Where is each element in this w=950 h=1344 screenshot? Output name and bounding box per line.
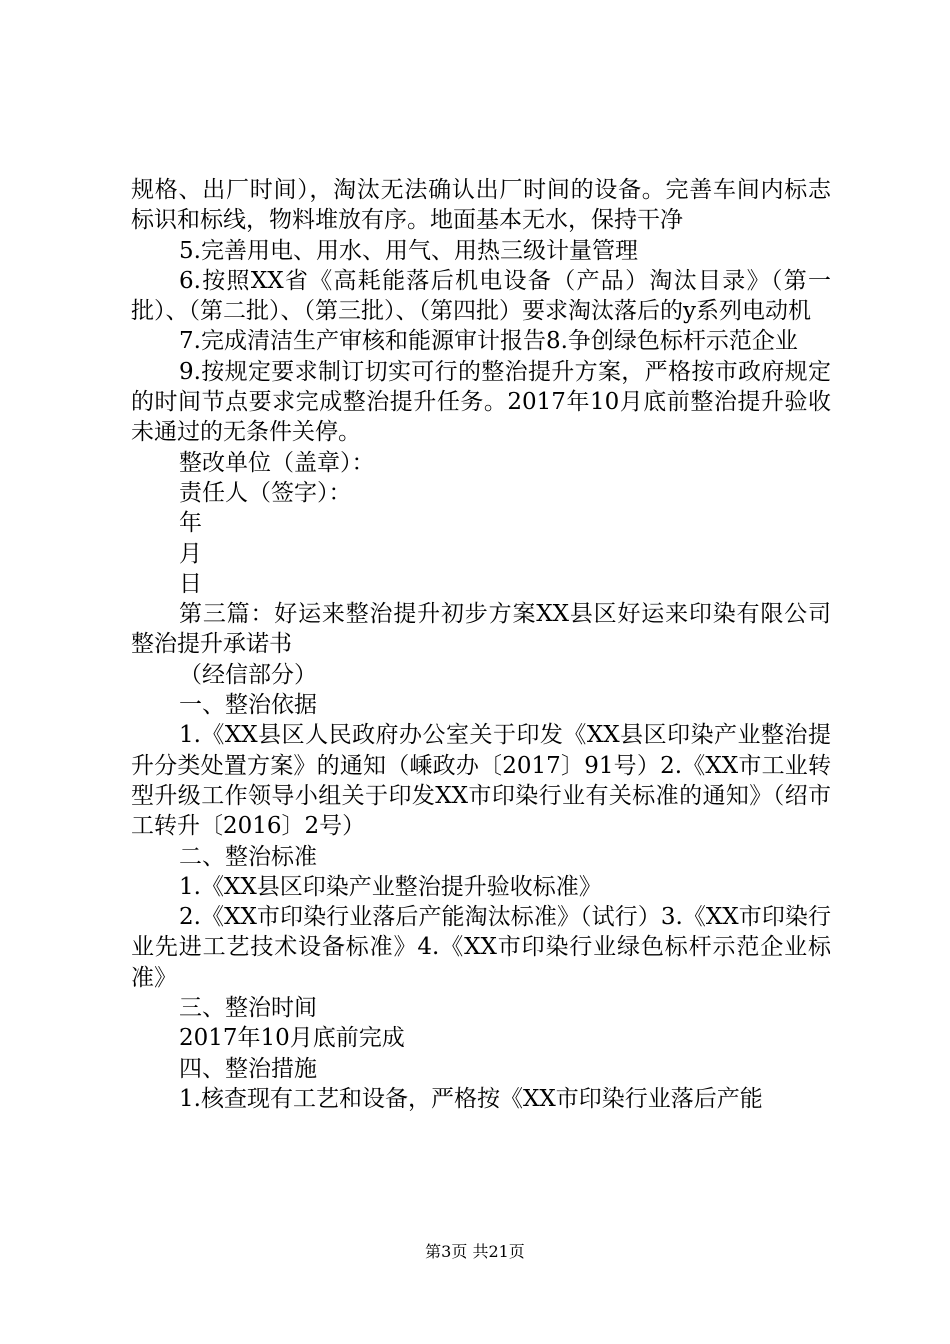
paragraph: 整改单位（盖章）：	[179, 449, 375, 476]
paragraph: 5.完善用电、用水、用气、用热三级计量管理	[179, 237, 638, 264]
paragraph: （经信部分）	[179, 661, 317, 688]
paragraph: 二、整治标准	[179, 843, 317, 870]
paragraph: 四、整治措施	[179, 1055, 317, 1082]
document-body	[131, 175, 831, 1114]
paragraph: 三、整治时间	[179, 995, 317, 1022]
paragraph: 责任人（签字）：	[179, 479, 352, 506]
paragraph: 7.完成清洁生产审核和能源审计报告8.争创绿色标杆示范企业	[179, 328, 798, 355]
paragraph: 一、整治依据	[179, 692, 317, 719]
paragraph: 年	[179, 510, 202, 537]
paragraph: 1.核查现有工艺和设备，严格按《XX市印染行业落后产能	[179, 1085, 763, 1112]
paragraph: 1.《XX县区人民政府办公室关于印发《XX县区印染产业整治提升分类处置方案》的通知（嵊政办〔2017〕91号）2.《XX市工业转型升级工作领导小组关于印发XX市印染行业有关标准的通知》（绍市工转升〔2016〕2号）	[131, 722, 831, 840]
paragraph: 9.按规定要求制订切实可行的整治提升方案，严格按市政府规定的时间节点要求完成整治提升任务。2017年10月底前整治提升验收未通过的无条件关停。	[131, 358, 831, 446]
paragraph: 月	[179, 540, 202, 567]
paragraph: 规格、出厂时间），淘汰无法确认出厂时间的设备。完善车间内标志标识和标线，物料堆放有序。地面基本无水，保持干净	[131, 177, 831, 234]
paragraph: 6.按照XX省《高耗能落后机电设备（产品）淘汰目录》（第一批）、（第二批）、（第三批）、（第四批）要求淘汰落后的y系列电动机	[131, 267, 831, 325]
page-footer: 第3页 共21页	[425, 1242, 525, 1261]
paragraph: 2017年10月底前完成	[179, 1025, 405, 1052]
paragraph: 日	[179, 570, 202, 597]
paragraph: 1.《XX县区印染产业整治提升验收标准》	[179, 873, 602, 900]
paragraph: 2.《XX市印染行业落后产能淘汰标准》（试行）3.《XX市印染行业先进工艺技术设备标准》4.《XX市印染行业绿色标杆示范企业标准》	[131, 904, 831, 991]
paragraph: 第三篇：好运来整治提升初步方案XX县区好运来印染有限公司整治提升承诺书	[131, 601, 831, 658]
